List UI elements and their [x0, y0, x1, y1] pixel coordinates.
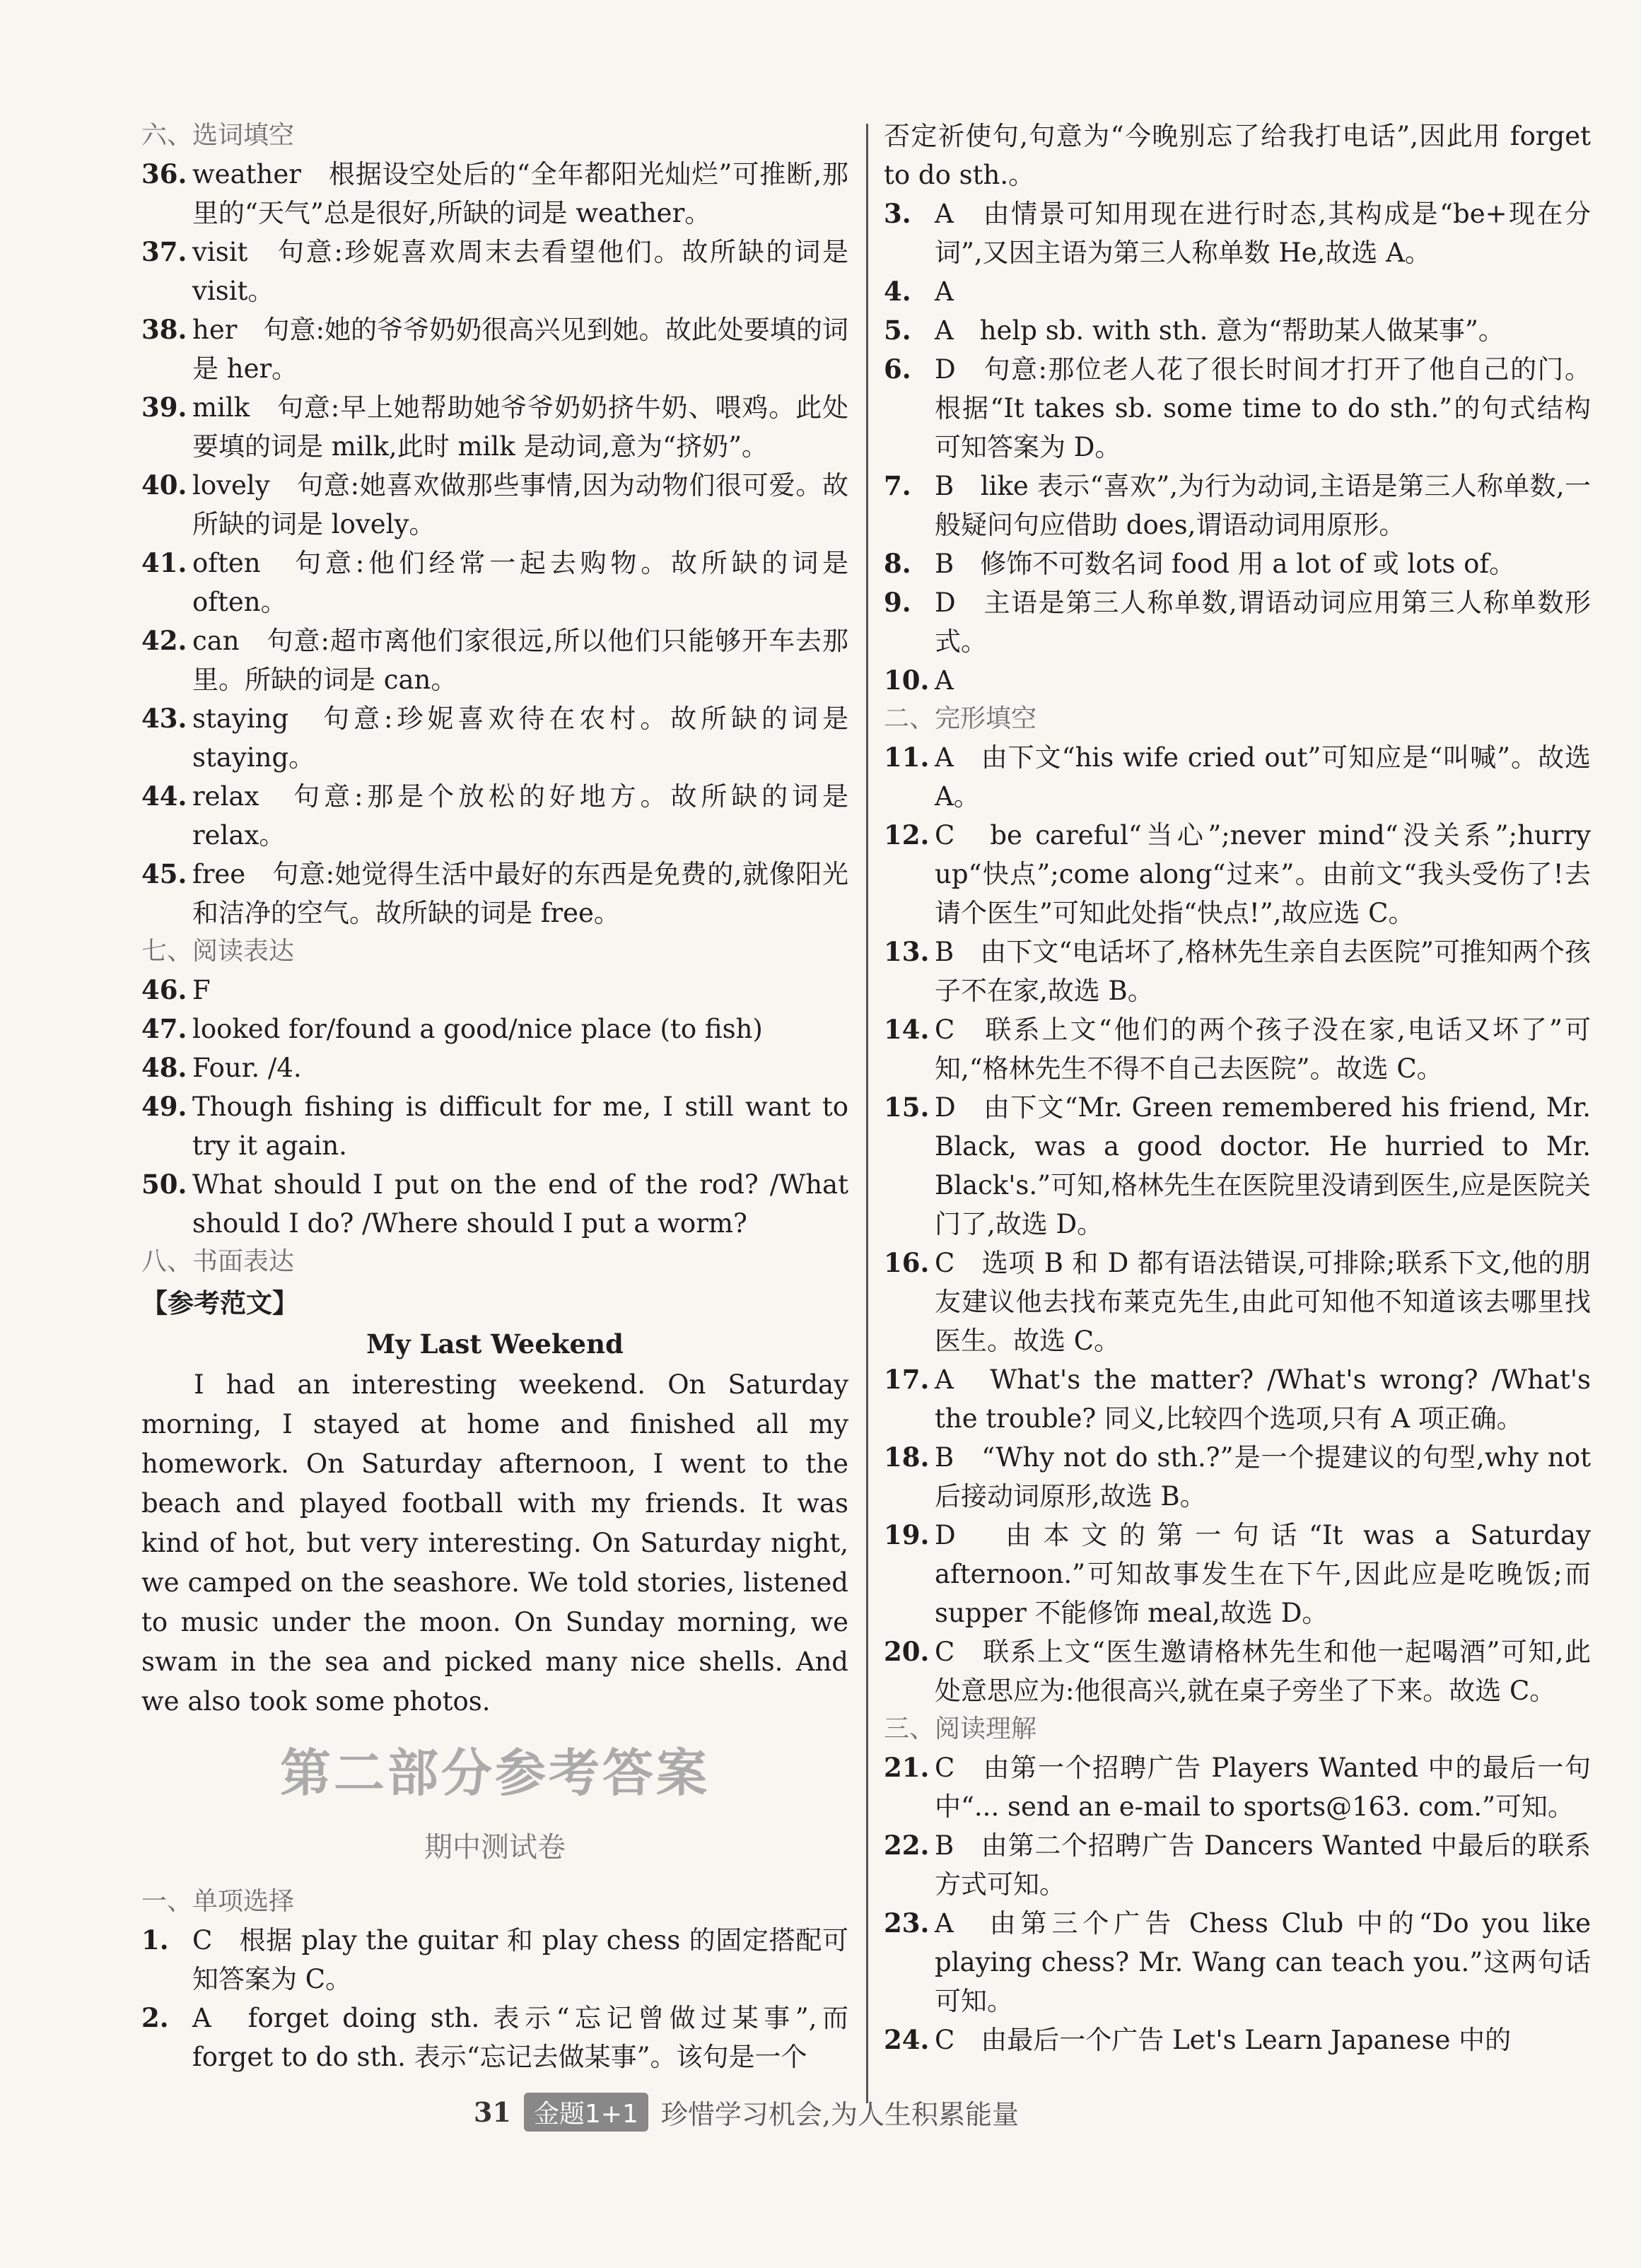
answer-item: [141, 777, 848, 855]
brand-badge: 金题1+1: [524, 2093, 648, 2132]
answer-number: 2.: [141, 2002, 169, 2033]
answer-item: [141, 621, 848, 699]
answer-item: [141, 1048, 848, 1087]
answer-number: 9.: [884, 587, 911, 618]
answer-text: A 由第三个广告 Chess Club 中的“Do you like playing chess? Mr. Wang can teach you.”这两句话可知。: [935, 1908, 1591, 2016]
answer-item: [884, 933, 1591, 1010]
answer-text: A forget doing sth. 表示“忘记曾做过某事”,而 forget to do sth. 表示“忘记去做某事”。该句是一个: [192, 2003, 848, 2072]
answer-number: 37.: [141, 236, 187, 267]
answer-number: 10.: [884, 665, 930, 696]
answer-item: [884, 1010, 1591, 1088]
exam-title: 期中测试卷: [424, 1831, 566, 1864]
answer-text: A help sb. with sth. 意为“帮助某人做某事”。: [935, 315, 1505, 346]
answer-item: [884, 311, 1591, 350]
answer-list: [884, 194, 1591, 700]
answer-number: 8.: [884, 548, 911, 579]
answer-number: 12.: [884, 819, 930, 850]
answer-text: often 句意:他们经常一起去购物。故所缺的词是 often。: [192, 548, 848, 617]
column-divider: [866, 124, 868, 2103]
answer-list: [884, 738, 1591, 1710]
answer-text: visit 句意:珍妮喜欢周末去看望他们。故所缺的词是 visit。: [192, 237, 848, 306]
answer-text: C 联系上文“他们的两个孩子没在家,电话又坏了”可知,“格林先生不得不自己去医院”。故选 C。: [935, 1015, 1591, 1084]
answer-item: [884, 2021, 1591, 2059]
answer-item: [141, 466, 848, 544]
answer-item: [141, 971, 848, 1010]
answer-text: weather 根据设空处后的“全年都阳光灿烂”可推断,那里的“天气”总是很好,所缺的词是 weather。: [192, 159, 848, 228]
answer-text: Though fishing is difficult for me, I still want to try it again.: [192, 1092, 848, 1161]
answer-item: [141, 388, 848, 466]
answer-number: 45.: [141, 858, 187, 889]
answer-text: free 句意:她觉得生活中最好的东西是免费的,就像阳光和洁净的空气。故所缺的词是 free。: [192, 859, 848, 928]
answer-item: [141, 699, 848, 777]
answer-item: [141, 1921, 848, 1999]
answer-number: 41.: [141, 547, 187, 578]
answer-item: [884, 816, 1591, 933]
essay-body: I had an interesting weekend. On Saturday morning, I stayed at home and finished all my homework. On Saturday afternoon, I went to the beach and played football with my friends. It was kind of hot, but very interesting. On Saturday night, we camped on the seashore. We told stories, listened to music under the moon. On Sunday morning, we swam in the sea and picked many nice shells. And we also took some photos.: [141, 1369, 848, 1717]
answer-number: 38.: [141, 314, 187, 345]
answer-item: [141, 1165, 848, 1243]
answer-number: 20.: [884, 1636, 930, 1667]
answer-text: B “Why not do sth.?”是一个提建议的句型,why not 后接动词原形,故选 B。: [935, 1442, 1591, 1512]
answer-item: [884, 661, 1591, 700]
answer-number: 15.: [884, 1092, 930, 1123]
answer-item: [141, 544, 848, 621]
answer-item: [884, 738, 1591, 816]
answer-list: [141, 1921, 848, 2076]
answer-text: relax 句意:那是个放松的好地方。故所缺的词是 relax。: [192, 781, 848, 850]
answer-number: 7.: [884, 470, 911, 501]
left-column: [141, 117, 848, 2076]
answer-item: [141, 1087, 848, 1165]
answer-item: [141, 310, 848, 388]
answer-text: can 句意:超市离他们家很远,所以他们只能够开车去那里。所缺的词是 can。: [192, 626, 848, 695]
answer-text: What should I put on the end of the rod? /What should I do? /Where should I put a worm?: [192, 1169, 848, 1239]
answer-text: A What's the matter? /What's wrong? /What's the trouble? 同义,比较四个选项,只有 A 项正确。: [935, 1364, 1591, 1434]
answer-number: 17.: [884, 1364, 930, 1395]
answer-number: 42.: [141, 625, 187, 656]
answer-number: 13.: [884, 936, 930, 967]
answer-number: 14.: [884, 1014, 930, 1045]
answer-number: 36.: [141, 158, 187, 189]
answer-item: [884, 1360, 1591, 1438]
section-heading: 一、单项选择: [141, 1887, 295, 1916]
answer-text: D 句意:那位老人花了很长时间才打开了他自己的门。根据“It takes sb. some time to do sth.”的句式结构可知答案为 D。: [935, 354, 1591, 462]
answer-text: lovely 句意:她喜欢做那些事情,因为动物们很可爱。故所缺的词是 lovely。: [192, 470, 848, 539]
answer-item: [884, 194, 1591, 272]
section-heading: 八、书面表达: [141, 1247, 295, 1276]
answer-number: 18.: [884, 1442, 930, 1473]
page-number: 31: [474, 2096, 511, 2128]
answer-number: 16.: [884, 1247, 930, 1278]
answer-text: B like 表示“喜欢”,为行为动词,主语是第三人称单数,一般疑问句应借助 does,谓语动词用原形。: [935, 471, 1591, 540]
answer-item: [884, 1088, 1591, 1244]
answer-item: [141, 1999, 848, 2076]
answer-number: 3.: [884, 198, 911, 229]
answer-item: [884, 544, 1591, 583]
answer-number: 4.: [884, 276, 911, 307]
answer-text: C 由第一个招聘广告 Players Wanted 中的最后一句中“... send an e-mail to sports@163. com.”可知。: [935, 1753, 1591, 1822]
answer-text: D 主语是第三人称单数,谓语动词应用第三人称单数形式。: [935, 588, 1591, 657]
answer-number: 40.: [141, 469, 187, 501]
section-heading: 七、阅读表达: [141, 937, 295, 966]
answer-number: 49.: [141, 1091, 187, 1122]
answer-number: 19.: [884, 1519, 930, 1550]
right-column: [884, 117, 1591, 2059]
part-title: 第二部分参考答案: [279, 1743, 710, 1803]
answer-text: milk 句意:早上她帮助她爷爷奶奶挤牛奶、喂鸡。此处要填的词是 milk,此时 milk 是动词,意为“挤奶”。: [192, 392, 848, 462]
reference-label: 【参考范文】: [141, 1287, 298, 1319]
answer-number: 46.: [141, 974, 187, 1005]
answer-item: [884, 272, 1591, 311]
answer-item: [884, 583, 1591, 661]
answer-text: C 选项 B 和 D 都有语法错误,可排除;联系下文,他的朋友建议他去找布莱克先生,由此可知他不知道该去哪里找医生。故选 C。: [935, 1248, 1591, 1356]
answer-item: [141, 233, 848, 310]
answer-text: A 由情景可知用现在进行时态,其构成是“be+现在分词”,又因主语为第三人称单数 He,故选 A。: [935, 199, 1591, 268]
answer-number: 47.: [141, 1013, 187, 1044]
answer-number: 43.: [141, 703, 187, 734]
answer-item: [884, 1244, 1591, 1360]
footer-slogan: 珍惜学习机会,为人生积累能量: [660, 2099, 1019, 2130]
answer-number: 5.: [884, 315, 911, 346]
answer-text: C 根据 play the guitar 和 play chess 的固定搭配可知答案为 C。: [192, 1925, 848, 1994]
answer-number: 21.: [884, 1752, 930, 1783]
answer-number: 50.: [141, 1169, 187, 1200]
answer-list: [141, 971, 848, 1243]
page-footer: [474, 2093, 1019, 2132]
answer-text: staying 句意:珍妮喜欢待在农村。故所缺的词是 staying。: [192, 703, 848, 773]
answer-item: [884, 350, 1591, 467]
section-heading: 六、选词填空: [141, 121, 295, 150]
answer-item: [141, 855, 848, 933]
answer-text: F: [192, 975, 211, 1005]
essay-title: My Last Weekend: [366, 1328, 624, 1360]
section-heading: 三、阅读理解: [884, 1714, 1037, 1743]
answer-text: C be careful“当心”;never mind“没关系”;hurry up“快点”;come along“过来”。由前文“我头受伤了!去请个医生”可知此处指“快点!”,故应选 C。: [935, 820, 1591, 928]
answer-item: [884, 1438, 1591, 1516]
answer-list: [141, 155, 848, 933]
answer-item: [884, 1516, 1591, 1632]
answer-text: D 由下文“Mr. Green remembered his friend, Mr. Black, was a good doctor. He hurried to Mr. Black's.”可知,格林先生在医院里没请到医生,应是医院关门了,故选 D。: [935, 1092, 1591, 1239]
answer-item: [141, 1010, 848, 1048]
answer-number: 24.: [884, 2024, 930, 2055]
answer-item: [884, 1904, 1591, 2021]
section-heading: 二、完形填空: [884, 704, 1037, 733]
answer-text: C 由最后一个广告 Let's Learn Japanese 中的: [935, 2025, 1512, 2055]
answer-text: looked for/found a good/nice place (to fish): [192, 1014, 763, 1044]
answer-item: [141, 155, 848, 233]
answer-item: [884, 1748, 1591, 1826]
answer-text: A: [935, 665, 954, 696]
answer-text: B 由第二个招聘广告 Dancers Wanted 中最后的联系方式可知。: [935, 1830, 1591, 1900]
answer-text: B 修饰不可数名词 food 用 a lot of 或 lots of。: [935, 549, 1516, 579]
answer-number: 1.: [141, 1924, 169, 1956]
answer-number: 44.: [141, 781, 187, 812]
continued-text: 否定祈使句,句意为“今晚别忘了给我打电话”,因此用 forget to do sth.。: [884, 121, 1591, 190]
answer-number: 6.: [884, 353, 911, 385]
answer-list: [884, 1748, 1591, 2059]
answer-text: C 联系上文“医生邀请格林先生和他一起喝酒”可知,此处意思应为:他很高兴,就在桌子旁坐了下来。故选 C。: [935, 1637, 1591, 1706]
answer-text: B 由下文“电话坏了,格林先生亲自去医院”可推知两个孩子不在家,故选 B。: [935, 937, 1591, 1006]
answer-item: [884, 1826, 1591, 1904]
answer-item: [884, 1632, 1591, 1710]
answer-number: 39.: [141, 392, 187, 423]
answer-text: A: [935, 276, 954, 307]
answer-item: [884, 467, 1591, 544]
answer-text: Four. /4.: [192, 1053, 302, 1083]
answer-number: 22.: [884, 1830, 930, 1861]
answer-text: A 由下文“his wife cried out”可知应是“叫喊”。故选 A。: [935, 742, 1591, 812]
answer-text: D 由本文的第一句话“It was a Saturday afternoon.”可知故事发生在下午,因此应是吃晚饭;而 supper 不能修饰 meal,故选 D。: [935, 1520, 1591, 1628]
answer-number: 23.: [884, 1907, 930, 1939]
answer-number: 48.: [141, 1052, 187, 1083]
answer-text: her 句意:她的爷爷奶奶很高兴见到她。故此处要填的词是 her。: [192, 315, 848, 384]
answer-number: 11.: [884, 742, 930, 773]
